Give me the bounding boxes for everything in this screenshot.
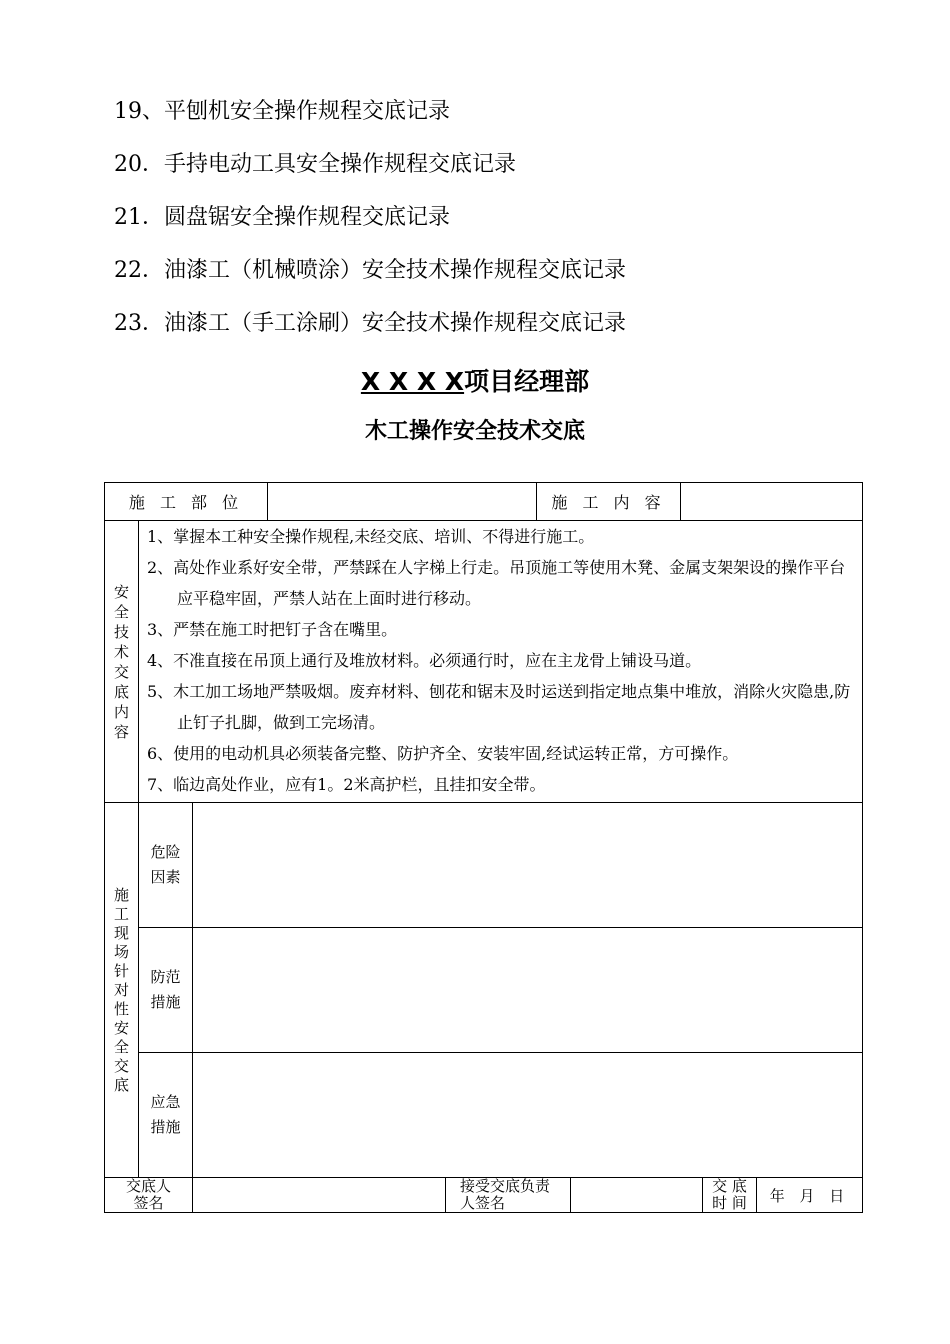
emergency-label: 应急措施 xyxy=(139,1053,193,1178)
safety-item: 1、掌握本工种安全操作规程,未经交底、培训、不得进行施工。 xyxy=(147,527,595,546)
safety-item: 4、不准直接在吊顶上通行及堆放材料。必须通行时，应在主龙骨上铺设马道。 xyxy=(147,651,702,670)
emergency-value[interactable] xyxy=(193,1053,863,1178)
page-subtitle: 木工操作安全技术交底 xyxy=(364,419,585,444)
safety-briefing-form xyxy=(104,482,863,1213)
hazard-value[interactable] xyxy=(193,803,863,928)
receiver-label: 接受交底负责人签名 xyxy=(446,1178,571,1213)
safety-item: 2、高处作业系好安全带，严禁踩在人字梯上行走。吊顶施工等使用木凳、金属支架架设的操作平台应平稳牢固，严禁人站在上面时进行移动。 xyxy=(147,558,846,608)
title-prefix: X X X X xyxy=(360,367,465,396)
list-item: 21．圆盘锯安全操作规程交底记录 xyxy=(114,205,450,230)
content-value[interactable] xyxy=(681,483,863,521)
content-label: 施 工 内 容 xyxy=(537,483,681,521)
title-suffix: 项目经理部 xyxy=(464,367,590,396)
safety-item: 7、临边高处作业，应有1。2米高护栏，且挂扣安全带。 xyxy=(147,775,546,794)
page-title xyxy=(0,362,950,398)
date-label: 年 月 日 xyxy=(757,1178,863,1213)
location-label: 施 工 部 位 xyxy=(105,483,268,521)
list-item: 19、平刨机安全操作规程交底记录 xyxy=(114,99,450,124)
safety-item: 3、严禁在施工时把钉子含在嘴里。 xyxy=(147,620,398,639)
signer-label: 交底人签名 xyxy=(105,1178,193,1213)
prevention-value[interactable] xyxy=(193,928,863,1053)
hazard-label: 危险因素 xyxy=(139,803,193,928)
site-safety-label: 施工现场针对性安全交底 xyxy=(105,803,139,1178)
list-item: 20．手持电动工具安全操作规程交底记录 xyxy=(114,152,516,177)
prevention-label: 防范措施 xyxy=(139,928,193,1053)
safety-item: 6、使用的电动机具必须装备完整、防护齐全、安装牢固,经试运转正常，方可操作。 xyxy=(147,744,739,763)
location-value[interactable] xyxy=(268,483,537,521)
safety-item: 5、木工加工场地严禁吸烟。废弃材料、刨花和锯末及时运送到指定地点集中堆放，消除火灾隐患,防止钉子扎脚，做到工完场清。 xyxy=(147,682,851,732)
safety-content-label: 安全技术交底内容 xyxy=(105,521,139,803)
receiver-value[interactable] xyxy=(571,1178,703,1213)
list-item: 22．油漆工（机械喷涂）安全技术操作规程交底记录 xyxy=(114,258,626,283)
time-label: 交 底时 间 xyxy=(703,1178,757,1213)
list-item: 23．油漆工（手工涂刷）安全技术操作规程交底记录 xyxy=(114,311,626,336)
signer-value[interactable] xyxy=(193,1178,446,1213)
record-list xyxy=(114,92,626,357)
safety-content xyxy=(139,521,863,803)
